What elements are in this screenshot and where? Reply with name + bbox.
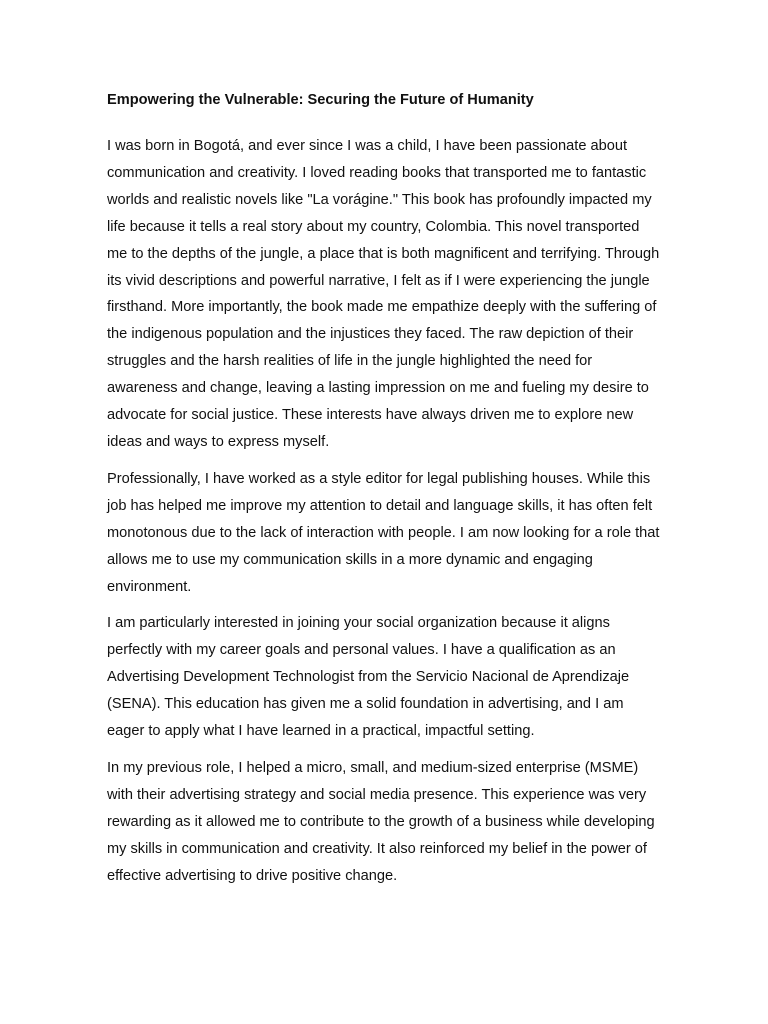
paragraph-4: In my previous role, I helped a micro, small, and medium-sized enterprise (MSME) with their advertising strategy and social media presence. This experience was very rewarding as it allowed me to contribute to the growth of a business while developing my skills in communication and creativity. It also reinforced my belief in the power of effective advertising to drive positive change.: [107, 759, 655, 884]
paragraph-3: I am particularly interested in joining your social organization because it aligns perfectly with my career goals and personal values. I have a qualification as an Advertising Development Technologist from the Servicio Nacional de Aprendizaje (SENA). This education has given me a solid foundation in advertising, and I am eager to apply what I have learned in a practical, impactful setting.: [107, 615, 630, 740]
document-title: Empowering the Vulnerable: Securing the Future of Humanity: [107, 92, 534, 108]
paragraph-1: I was born in Bogotá, and ever since I was a child, I have been passionate about communication and creativity. I loved reading books that transported me to fantastic worlds and realistic novels like "La vorágine." This book has profoundly impacted my life because it tells a real story about my country, Colombia. This novel transported me to the depths of the jungle, a place that is both magnificent and terrifying. Through its vivid descriptions and powerful narrative, I felt as if I were experiencing the jungle firsthand. More importantly, the book made me empathize deeply with the suffering of the indigenous population and the injustices they faced. The raw depiction of their struggles and the harsh realities of life in the jungle highlighted the need for awareness and change, leaving a lasting impression on me and fueling my desire to advocate for social justice. These interests have always driven me to explore new ideas and ways to express myself.: [107, 138, 660, 450]
paragraph-2: Professionally, I have worked as a style editor for legal publishing houses. While this job has helped me improve my attention to detail and language skills, it has often felt monotonous due to the lack of interaction with people. I am now looking for a role that allows me to use my communication skills in a more dynamic and engaging environment.: [107, 470, 660, 595]
document-page: [107, 89, 663, 899]
